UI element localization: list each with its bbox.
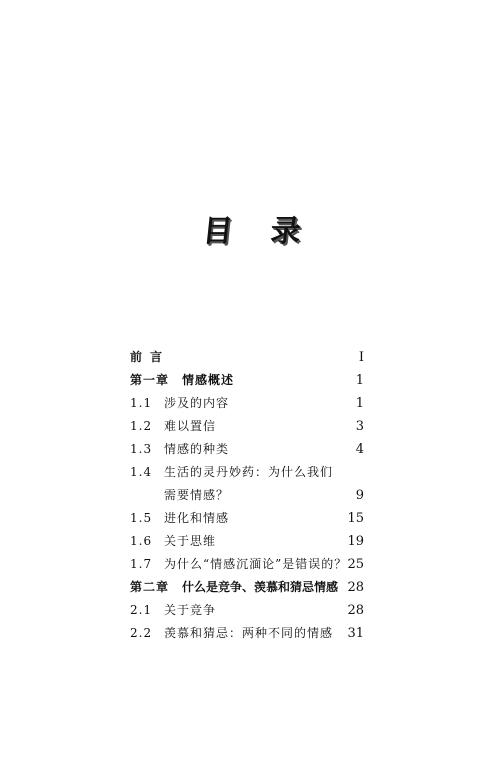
title-char-2: 录: [269, 214, 303, 249]
toc-entry-page: 15: [347, 511, 364, 526]
toc-entry-1-4-continued: [130, 484, 364, 507]
toc-entry-text: 前言: [130, 350, 171, 364]
toc-entry-page: 4: [355, 442, 364, 457]
toc-entry-page: 19: [347, 534, 364, 549]
toc-entry-chapter-1: [130, 369, 364, 392]
toc-entry-1-5: [130, 507, 364, 530]
toc-entry-number: 2.2: [130, 626, 153, 640]
toc-entry-text: 生活的灵丹妙药：为什么我们: [164, 465, 334, 479]
toc-entry-text: 情感的种类: [164, 442, 230, 456]
toc-entry-text: 关于思维: [164, 534, 217, 548]
toc-entry-page: 1: [355, 396, 364, 411]
toc-entry-1-2: [130, 415, 364, 438]
toc-entry-number: 1.5: [130, 511, 153, 525]
toc-entry-page: 28: [347, 603, 364, 618]
toc-entry-1-7: [130, 553, 364, 576]
toc-entry-number: 第一章: [130, 373, 170, 387]
toc-entry-number: 2.1: [130, 603, 153, 617]
toc-entry-text: 关于竞争: [164, 603, 217, 617]
toc-entry-page: 3: [355, 419, 364, 434]
toc-entry-number: 第二章: [130, 580, 170, 594]
toc-entry-text: 涉及的内容: [164, 396, 230, 410]
toc-entry-2-2: [130, 622, 364, 645]
toc-entry-2-1: [130, 599, 364, 622]
toc-entry-number: 1.4: [130, 465, 153, 479]
toc-entry-page: 25: [347, 557, 364, 572]
table-of-contents: [130, 346, 364, 645]
toc-entry-page: 9: [355, 488, 364, 503]
toc-entry-text: 什么是竞争、羡慕和猜忌情感: [182, 580, 339, 594]
toc-entry-number: 1.2: [130, 419, 153, 433]
toc-entry-page: 28: [347, 580, 364, 595]
toc-entry-number: 1.7: [130, 557, 153, 571]
toc-entry-text: 为什么“情感沉湎论”是错误的？: [164, 557, 348, 571]
toc-entry-text: 羡慕和猜忌：两种不同的情感: [164, 626, 334, 640]
toc-entry-text: 进化和情感: [164, 511, 230, 525]
toc-entry-number: 1.3: [130, 442, 153, 456]
toc-entry-text: 需要情感？: [164, 488, 230, 502]
toc-entry-text: 难以置信: [164, 419, 217, 433]
toc-entry-page: 1: [355, 373, 364, 388]
toc-entry-number: 1.6: [130, 534, 153, 548]
toc-entry-1-3: [130, 438, 364, 461]
toc-entry-text: 情感概述: [182, 373, 235, 387]
toc-entry-1-6: [130, 530, 364, 553]
toc-entry-number: 1.1: [130, 396, 153, 410]
toc-entry-page: I: [358, 350, 364, 365]
toc-entry-1-1: [130, 392, 364, 415]
toc-entry-chapter-2: [130, 576, 364, 599]
toc-entry-preface: [130, 346, 364, 369]
toc-entry-1-4: [130, 461, 364, 484]
title-char-1: 目: [200, 214, 235, 249]
toc-title: [0, 206, 504, 250]
toc-entry-page: 31: [347, 626, 364, 641]
